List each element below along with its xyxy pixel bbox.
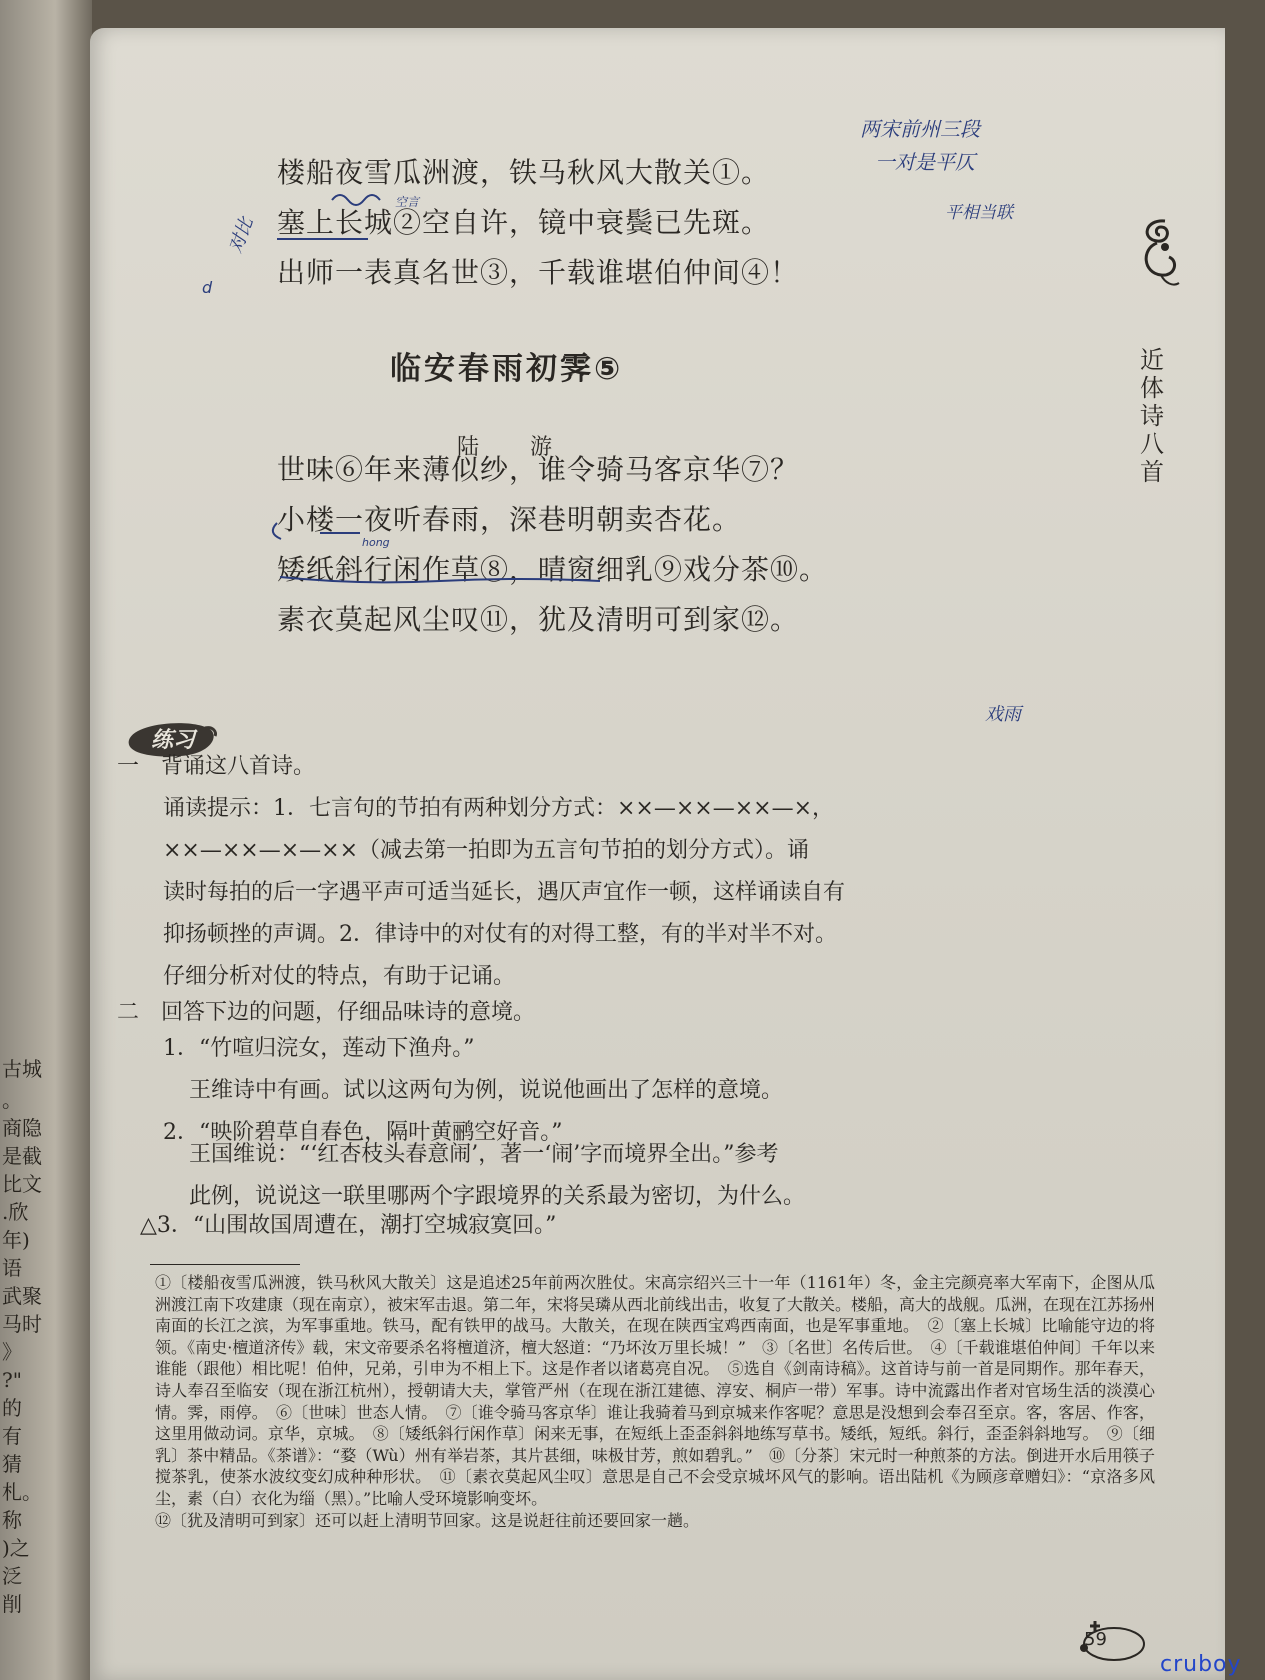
poem-line: 出师一表真名世③，千载谁堪伯仲间④！ bbox=[277, 256, 800, 289]
exercise-text: 仔细分析对仗的特点，有助于记诵。 bbox=[163, 964, 516, 989]
handwritten-note: d bbox=[202, 278, 213, 297]
facing-page-edge bbox=[0, 0, 92, 1680]
pen-underline-icon bbox=[250, 513, 710, 613]
footnote-text: ⑫〔犹及清明可到家〕还可以赶上清明节回家。这是说赶往前还要回家一趟。 bbox=[155, 1510, 700, 1530]
exercise-question: 2．“映阶碧草自春色，隔叶黄鹂空好音。” bbox=[163, 1120, 563, 1145]
exercise-question: △3．“山围故国周遭在，潮打空城寂寞回。” bbox=[140, 1213, 557, 1238]
handwritten-note: hong bbox=[362, 536, 390, 549]
footnote-divider bbox=[150, 1264, 300, 1265]
handwritten-note: 戏雨 bbox=[985, 704, 1021, 725]
exercise-question: 1．“竹喧归浣女，莲动下渔舟。” bbox=[163, 1036, 475, 1061]
poem-line: 矮纸斜行闲作草⑧，晴窗细乳⑨戏分茶⑩。 bbox=[277, 553, 829, 586]
handwritten-note: 对比 bbox=[225, 215, 258, 257]
decorative-swirl-icon bbox=[1135, 213, 1185, 293]
watermark: cruboy bbox=[1160, 1652, 1242, 1677]
exercise-text: 读时每拍的后一字遇平声可适当延长，遇仄声宜作一顿，这样诵读自有 bbox=[163, 880, 846, 905]
exercise-text: 诵读提示：1．七言句的节拍有两种划分方式：××—××—××—×， bbox=[163, 796, 835, 821]
footnotes bbox=[155, 1272, 1155, 1531]
poem-line: 素衣莫起风尘叹⑪，犹及清明可到家⑫。 bbox=[277, 603, 800, 636]
page-number-ornament-icon bbox=[1070, 1606, 1150, 1666]
exercise-item: 一 背诵这八首诗。 bbox=[117, 754, 316, 779]
handwritten-note: 两宋前州三段 bbox=[860, 117, 980, 141]
poem-line: 塞上长城②空自许，镜中衰鬓已先斑。 bbox=[277, 206, 771, 239]
poem-title: 临安春雨初霁⑤ bbox=[390, 351, 624, 387]
book-page bbox=[90, 28, 1225, 1680]
pen-underline-icon bbox=[250, 233, 370, 245]
footnote-text: ①〔楼船夜雪瓜洲渡，铁马秋风大散关〕这是追述25年前两次胜仗。宋高宗绍兴三十一年（1161年）冬，金主完颜亮率大军南下，企图从瓜洲渡江南下攻建康（现在南京），被宋军击退。第二年，宋将吴璘从西北前线出击，收复了大散关。楼船，高大的战舰。瓜洲，在现在江苏扬州南面的长江之滨，为军事重地。铁马，配有铁甲的战马。大散关，在现在陕西宝鸡西南面，也是军事重地。 ②〔塞上长城〕比喻能守边的将领。《南史·檀道济传》载，宋文帝要杀名将檀道济，檀大怒道：“乃坏汝万里长城！” ③〔名世〕名传后世。 ④〔千载谁堪伯仲间〕千年以来谁能（跟他）相比呢！伯仲，兄弟，引申为不相上下。这是作者以诸葛亮自况。 ⑤选自《剑南诗稿》。这首诗与前一首是同期作。那年春天，诗人奉召至临安（现在浙江杭州），授朝请大夫，掌管严州（在现在浙江建德、淳安、桐庐一带）军事。诗中流露出作者对官场生活的淡漠心情。霁，雨停。 ⑥〔世味〕世态人情。 ⑦〔谁令骑马客京华〕谁让我骑着马到京城来作客呢？意思是没想到会奉召至京。客，客居、作客，这里用做动词。京华，京城。 ⑧〔矮纸斜行闲作草〕闲来无事，在短纸上歪歪斜斜地练写草书。矮纸，短纸。斜行，歪歪斜斜地写。 ⑨〔细乳〕茶中精品。《茶谱》：“婺（Wù）州有举岩茶，其片甚细，味极甘芳，煎如碧乳。” ⑩〔分茶〕宋元时一种煎茶的方法。倒进开水后用筷子搅茶乳，使茶水波纹变幻成种种形状。 ⑪〔素衣莫起风尘叹〕意思是自己不会受京城坏风气的影响。语出陆机《为顾彦章赠妇》：“京洛多风尘，素（白）衣化为缁（黑）。”比喻人受环境影响变坏。 bbox=[155, 1273, 1156, 1508]
page-number: 59 bbox=[1084, 1629, 1107, 1650]
poem-line: 世味⑥年来薄似纱，谁令骑马客京华⑦？ bbox=[277, 453, 800, 486]
facing-page-text: 。 商隐 是截 比文 .欣 年) 语 武聚 马时 》 ?" 的 有 猜 札。 称 )之 泛 削 bbox=[2, 1088, 42, 1616]
exercise-item: 二 回答下边的问题，仔细品味诗的意境。 bbox=[117, 1000, 536, 1025]
exercise-text: 此例，说说这一联里哪两个字跟境界的关系最为密切，为什么。 bbox=[189, 1184, 806, 1209]
exercise-text: 抑扬顿挫的声调。2．律诗中的对仗有的对得工整，有的半对半不对。 bbox=[163, 922, 837, 947]
poem-line: 小楼一夜听春雨，深巷明朝卖杏花。 bbox=[277, 503, 742, 536]
handwritten-note: 平相当联 bbox=[945, 203, 1013, 223]
handwritten-note: 空言 bbox=[395, 195, 420, 209]
exercise-text: 王国维说：“‘红杏枝头春意闹’，著一‘闹’字而境界全出。”参考 bbox=[189, 1142, 779, 1167]
facing-page-text: 古城 bbox=[2, 1057, 42, 1081]
exercise-text: ××—××—×—××（减去第一拍即为五言句节拍的划分方式）。诵 bbox=[163, 838, 810, 863]
poem-author: 陆 游 bbox=[457, 435, 574, 460]
handwritten-note: 一对是平仄 bbox=[875, 150, 975, 174]
exercise-text: 王维诗中有画。试以这两句为例，说说他画出了怎样的意境。 bbox=[189, 1078, 784, 1103]
poem-line: 楼船夜雪瓜洲渡，铁马秋风大散关①。 bbox=[277, 156, 771, 189]
section-label: 近体诗八首 bbox=[1140, 346, 1164, 486]
exercise-badge-label: 练习 bbox=[151, 727, 196, 753]
pen-mark-icon bbox=[250, 178, 590, 218]
